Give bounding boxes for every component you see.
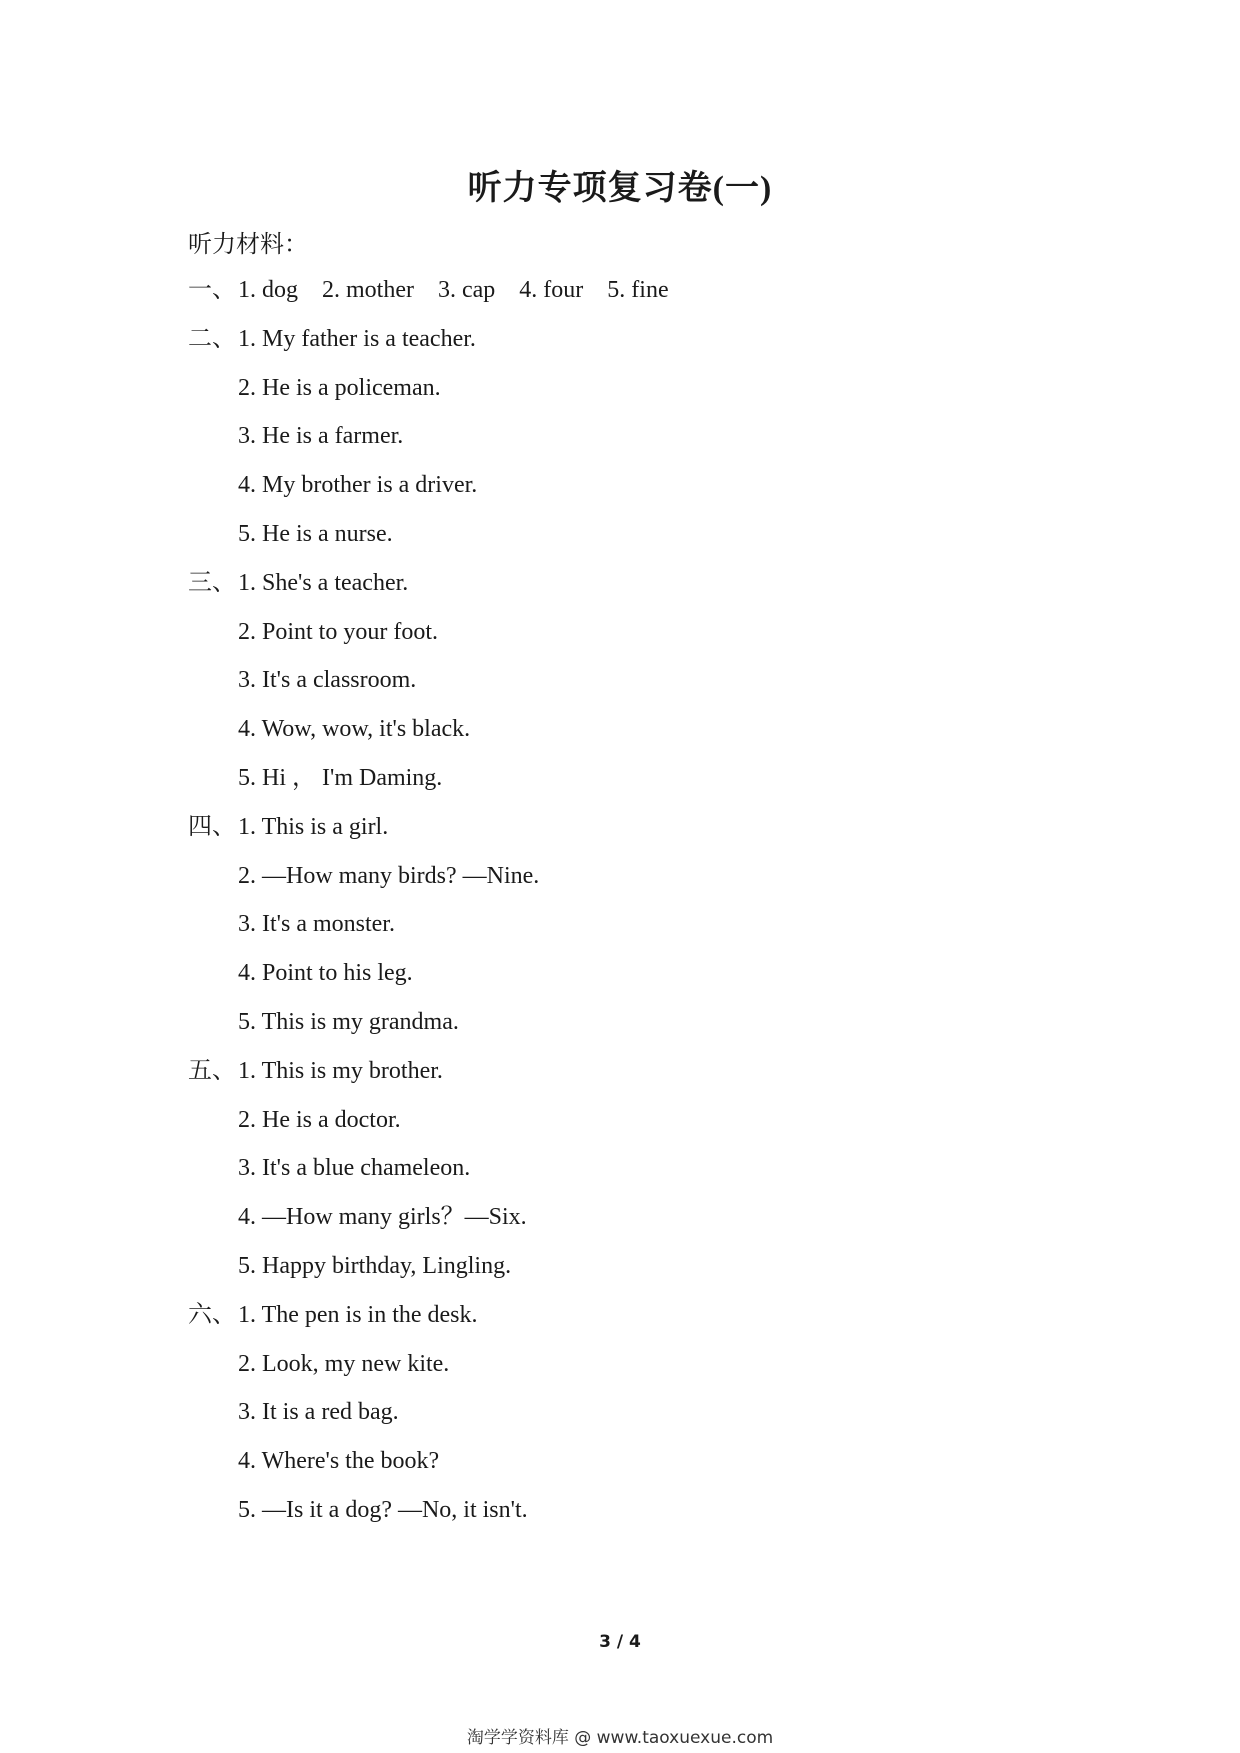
sentence-row [188, 1441, 1088, 1490]
sentence-row [188, 1490, 1088, 1539]
sentence-row [188, 660, 1088, 709]
sentence-row [188, 368, 1088, 417]
sentence-item: 1. This is my brother. [238, 1057, 443, 1084]
sentence-item: 3. It's a monster. [238, 911, 395, 938]
sentence-item: 4. My brother is a driver. [238, 472, 478, 499]
sentence-row [188, 465, 1088, 514]
sentence-row [188, 1148, 1088, 1197]
sentence-item: 3. It's a blue chameleon. [238, 1155, 471, 1182]
sentence-row [188, 758, 1088, 807]
sentence-item: 5. This is my grandma. [238, 1008, 459, 1035]
sentence-item: 1. My father is a teacher. [238, 325, 476, 352]
sentence-row [188, 514, 1088, 563]
sentence-item: 2. Look, my new kite. [238, 1350, 450, 1377]
sentence-row [188, 612, 1088, 661]
sentence-item: 4. —How many girls？—Six. [238, 1204, 527, 1231]
section-5-row [188, 1051, 1088, 1100]
sentence-row [188, 1344, 1088, 1393]
sentence-row [188, 1197, 1088, 1246]
section-number: 四、 [188, 813, 236, 840]
sentence-item: 5. —Is it a dog? —No, it isn't. [238, 1496, 528, 1523]
word-item: 5. fine [607, 277, 669, 303]
sentence-row [188, 1246, 1088, 1295]
page-number: 3 / 4 [599, 1632, 641, 1652]
sentence-item: 4. Where's the book? [238, 1448, 440, 1475]
sentence-row [188, 904, 1088, 953]
sentence-row [188, 1100, 1088, 1149]
sentence-item: 1. The pen is in the desk. [238, 1301, 478, 1328]
intro-label: 听力材料： [188, 232, 308, 258]
sentence-item: 2. —How many birds? —Nine. [238, 862, 540, 889]
sentence-item: 5. Hi ， I'm Daming. [238, 764, 443, 791]
word-item: 2. mother [322, 277, 414, 303]
section-4-row [188, 807, 1088, 856]
sentence-item: 2. Point to your foot. [238, 618, 439, 645]
word-item: 1. dog [238, 277, 298, 303]
section-1-row [188, 270, 1088, 319]
sentence-item: 3. It is a red bag. [238, 1399, 399, 1426]
section-number: 六、 [188, 1301, 236, 1328]
page-title: 听力专项复习卷(一) [467, 170, 773, 207]
section-number: 二、 [188, 325, 236, 352]
sentence-row [188, 1002, 1088, 1051]
sentence-row [188, 416, 1088, 465]
section-number: 三、 [188, 569, 236, 596]
listening-material [188, 270, 1088, 1539]
watermark-text: 淘学学资料库 @ www.taoxuexue.com [466, 1728, 774, 1748]
sentence-row [188, 856, 1088, 905]
section-3-row [188, 563, 1088, 612]
sentence-item: 5. Happy birthday, Lingling. [238, 1252, 512, 1279]
sentence-item: 2. He is a policeman. [238, 374, 441, 401]
sentence-item: 4. Wow, wow, it's black. [238, 716, 471, 743]
sentence-item: 4. Point to his leg. [238, 960, 413, 987]
sentence-row [188, 1392, 1088, 1441]
sentence-row [188, 953, 1088, 1002]
section-number: 五、 [188, 1057, 236, 1084]
sentence-row [188, 709, 1088, 758]
sentence-item: 5. He is a nurse. [238, 520, 393, 547]
sentence-item: 3. He is a farmer. [238, 423, 404, 450]
section-2-row [188, 319, 1088, 368]
section-6-row [188, 1295, 1088, 1344]
word-item: 3. cap [437, 277, 496, 303]
sentence-item: 1. This is a girl. [238, 813, 389, 840]
sentence-item: 2. He is a doctor. [238, 1106, 401, 1133]
sentence-item: 3. It's a classroom. [238, 667, 417, 694]
section-number: 一、 [188, 277, 236, 303]
sentence-item: 1. She's a teacher. [238, 569, 409, 596]
word-item: 4. four [519, 277, 584, 303]
